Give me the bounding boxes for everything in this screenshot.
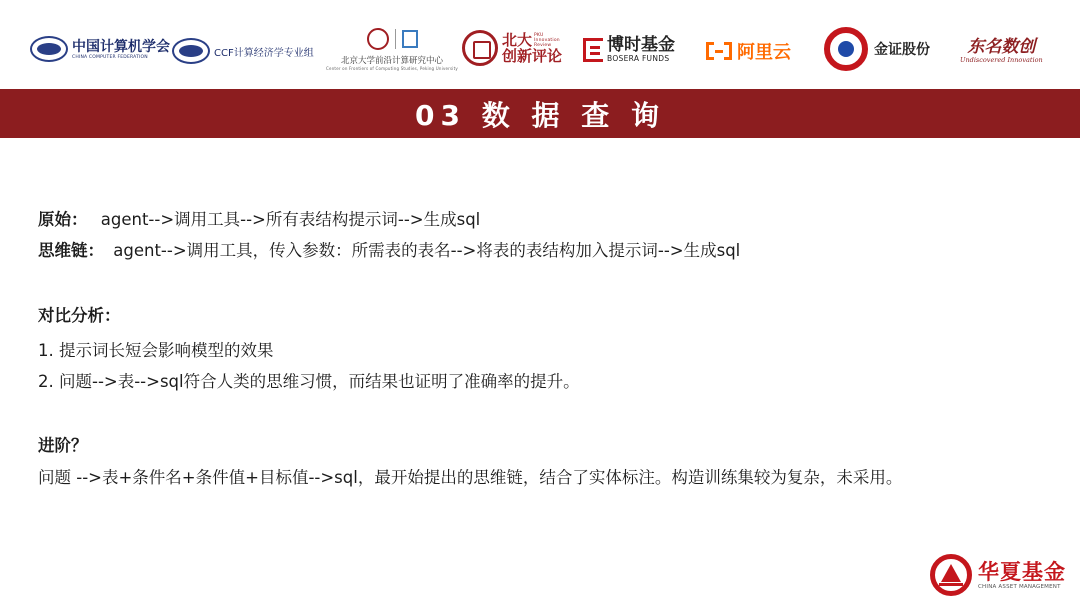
china-amc-emblem-icon [930, 554, 972, 596]
pku-review-line1: 北大 [502, 30, 533, 49]
china-amc-sub: CHINA ASSET MANAGEMENT [978, 584, 1061, 590]
china-amc-name: 华夏基金 [978, 559, 1066, 584]
dongming-name: 东名数创 [967, 37, 1036, 57]
analysis-item: 2. 问题-->表-->sql符合人类的思维习惯，而结果也证明了准确率的提升。 [38, 372, 580, 391]
analysis-label: 对比分析： [38, 306, 121, 325]
pku-center-logo [326, 28, 458, 71]
section-title-bar [0, 89, 1080, 138]
pku-review-seal-icon [462, 30, 498, 66]
pku-review-logo [462, 30, 570, 66]
original-text: agent-->调用工具-->所有表结构提示词-->生成sql [100, 210, 481, 229]
cot-text: agent-->调用工具，传入参数：所需表的表名-->将表的表结构加入提示词-->生成sql [113, 241, 741, 260]
pku-seal-icon [367, 28, 389, 50]
ccf-econ-emblem-icon [172, 38, 210, 64]
aliyun-name: 阿里云 [737, 42, 791, 63]
aliyun-logo [706, 38, 791, 64]
original-label: 原始： [38, 210, 88, 229]
ccf-econ-logo-name: CCF计算经济学专业组 [214, 47, 314, 59]
pku-review-line2: 创新评论 [502, 46, 563, 65]
dongming-sub: Undiscovered Innovation [960, 56, 1043, 64]
kingdom-logo [824, 27, 930, 71]
bosera-name: 博时基金 [607, 35, 675, 55]
pku-center-name: 北京大学前沿计算研究中心 [340, 56, 443, 66]
bosera-sub: BOSERA FUNDS [607, 54, 670, 63]
ccf-emblem-icon [30, 36, 68, 62]
partner-logo-strip [0, 0, 1080, 88]
original-line [38, 209, 480, 231]
ccf-logo-sub: CHINA COMPUTER FEDERATION [72, 54, 148, 60]
kingdom-ring-icon [824, 27, 868, 71]
page-title: 03 数 据 查 询 [415, 98, 665, 132]
pku-review-sub: PKU Innovation Review [534, 32, 560, 48]
cot-label: 思维链： [38, 241, 104, 260]
aliyun-bracket-icon [706, 42, 732, 60]
kingdom-name: 金证股份 [874, 42, 930, 58]
china-amc-logo [928, 548, 1080, 608]
pku-center-sub: Center on Frontiers of Computing Studies, Peking University [326, 66, 458, 71]
ccf-logo-name: 中国计算机学会 [72, 38, 170, 55]
bosera-logo [583, 36, 675, 63]
advanced-text: 问题 -->表+条件名+条件值+目标值-->sql，最开始提出的思维链，结合了实体标注。构造训练集较为复杂，未采用。 [38, 468, 903, 487]
advanced-label: 进阶？ [38, 436, 88, 455]
ccf-econ-logo [172, 38, 314, 64]
analysis-item: 1. 提示词长短会影响模型的效果 [38, 341, 274, 360]
ccf-logo [30, 36, 170, 62]
bosera-mark-icon [583, 38, 603, 62]
dongming-logo [960, 38, 1043, 64]
cot-line [38, 240, 740, 262]
pku-center-mark-icon [402, 30, 418, 48]
